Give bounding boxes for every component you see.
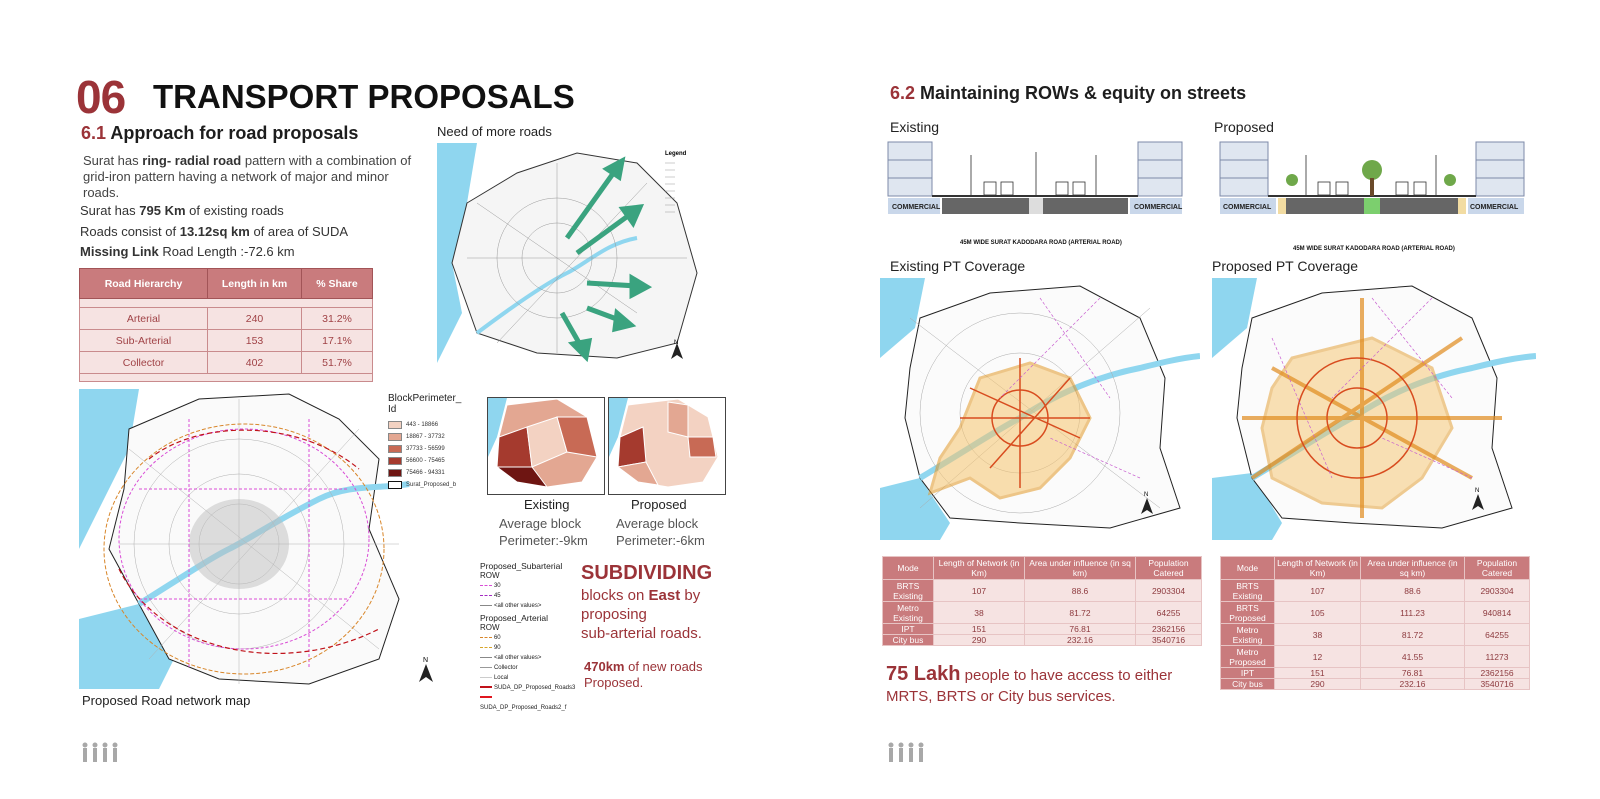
proposed-block-label: Proposed (631, 497, 687, 512)
table-cell: 2362156 (1136, 624, 1202, 635)
table-cell: 153 (208, 330, 302, 352)
table-row (1221, 624, 1530, 646)
table-cell: 76.81 (1025, 624, 1136, 635)
table-header: Mode (883, 557, 934, 580)
table-cell: IPT (1221, 668, 1275, 679)
table-header: Length in km (208, 269, 302, 299)
table-row (1221, 668, 1530, 679)
table-cell: 402 (208, 352, 302, 374)
table-cell: 31.2% (302, 308, 373, 330)
legend-item: 18867 - 37732 (388, 431, 473, 443)
legend-item: 45 (480, 591, 580, 601)
legend-title: Proposed_Subarterial (480, 561, 563, 571)
commercial-label: COMMERCIAL (1134, 204, 1183, 211)
table-row (1221, 602, 1530, 624)
fact-existing-roads: Surat has 795 Km of existing roads (80, 203, 284, 218)
existing-road-caption: 45M WIDE SURAT KADODARA ROAD (ARTERIAL ROAD) (960, 240, 1122, 246)
legend-title: Legend (665, 151, 687, 157)
table-row (80, 308, 373, 330)
legend-swatch (388, 457, 402, 465)
subdividing-heading: SUBDIVIDING (581, 562, 713, 584)
legend-title: BlockPerimeter_ (388, 393, 462, 404)
table-cell: 81.72 (1361, 624, 1465, 646)
legend-swatch (388, 469, 402, 477)
network-map-caption: Proposed Road network map (82, 693, 251, 708)
table-row (1221, 580, 1530, 602)
table-header: % Share (302, 269, 373, 299)
table-cell: 111.23 (1361, 602, 1465, 624)
fact-road-area: Roads consist of 13.12sq km of area of SUDA (80, 224, 349, 239)
legend-title: ROW (480, 571, 500, 580)
north-label: N (674, 340, 679, 346)
commercial-label: COMMERCIAL (1223, 204, 1272, 211)
legend-title: Id (388, 404, 397, 415)
people-group-icon (886, 742, 930, 764)
legend-swatch (388, 445, 402, 453)
table-cell: 151 (1275, 668, 1361, 679)
people-group-icon (80, 742, 124, 764)
table-cell: 88.6 (1025, 580, 1136, 602)
table-spacer (80, 374, 373, 382)
chapter-title: TRANSPORT PROPOSALS (153, 78, 575, 115)
legend-item: <all other values> (480, 601, 580, 611)
table-header: Population Catered (1465, 557, 1530, 580)
table-cell: Metro Proposed (1221, 646, 1275, 668)
table-cell: 41.55 (1361, 646, 1465, 668)
chapter-number: 06 (76, 71, 126, 123)
legend-title: ROW (480, 623, 500, 632)
road-hierarchy-table (79, 268, 373, 382)
existing-pt-coverage-map (880, 278, 1200, 540)
north-label: N (1475, 488, 1480, 494)
table-header: Length of Network (in Km) (934, 557, 1025, 580)
existing-section-label: Existing (890, 119, 940, 135)
table-cell: 76.81 (1361, 668, 1465, 679)
north-arrow-icon (419, 664, 433, 682)
table-cell: Metro Existing (883, 602, 934, 624)
legend-item: 56600 - 75465 (388, 455, 473, 467)
proposed-road-network-map (79, 389, 441, 689)
table-cell: Arterial (80, 308, 208, 330)
section-title-6-2: 6.2 Maintaining ROWs & equity on streets (890, 83, 1247, 103)
north-label: N (423, 657, 429, 664)
legend-swatch (388, 433, 402, 441)
legend-item: SUDA_DP_Proposed_Roads3 (480, 683, 580, 693)
legend-item: Surat_Proposed_b (388, 479, 473, 491)
table-cell: 11273 (1465, 646, 1530, 668)
table-row (883, 602, 1202, 624)
table-row (883, 580, 1202, 602)
table-cell: 51.7% (302, 352, 373, 374)
table-cell: 240 (208, 308, 302, 330)
subdividing-body: blocks on East by proposing sub-arterial roads. (581, 587, 702, 642)
table-row (883, 635, 1202, 646)
table-row (1221, 679, 1530, 690)
table-cell: 38 (934, 602, 1025, 624)
proposed-street-section (1218, 140, 1526, 230)
table-cell: 151 (934, 624, 1025, 635)
proposed-section-label: Proposed (1214, 119, 1274, 135)
section-title-6-1: 6.1 Approach for road proposals (81, 123, 359, 143)
table-cell: City bus (1221, 679, 1275, 690)
legend-swatch (388, 421, 402, 429)
legend-item: 90 (480, 643, 580, 653)
legend-item: <all other values> (480, 653, 580, 663)
table-header: Population Catered (1136, 557, 1202, 580)
existing-block-map (487, 397, 605, 495)
table-header: Road Hierarchy (80, 269, 208, 299)
table-cell: 232.16 (1361, 679, 1465, 690)
table-cell: 232.16 (1025, 635, 1136, 646)
legend-item: 37733 - 56599 (388, 443, 473, 455)
table-cell: 3540716 (1136, 635, 1202, 646)
table-cell: 64255 (1136, 602, 1202, 624)
road-legend (480, 561, 580, 713)
legend-item: 443 - 18866 (388, 419, 473, 431)
proposed-pt-table (1220, 556, 1530, 690)
table-cell: City bus (883, 635, 934, 646)
commercial-label: COMMERCIAL (892, 204, 941, 211)
table-header: Mode (1221, 557, 1275, 580)
proposed-pt-label: Proposed PT Coverage (1212, 258, 1359, 274)
legend-item: 30 (480, 581, 580, 591)
table-cell: 940814 (1465, 602, 1530, 624)
existing-block-label: Existing (524, 497, 570, 512)
table-header-row (1221, 557, 1530, 580)
table-cell: 88.6 (1361, 580, 1465, 602)
existing-block-desc: Average block Perimeter:-9km (499, 516, 588, 548)
table-cell: 2903304 (1136, 580, 1202, 602)
table-cell: 105 (1275, 602, 1361, 624)
table-row (80, 330, 373, 352)
commercial-label: COMMERCIAL (1470, 204, 1519, 211)
table-cell: Metro Existing (1221, 624, 1275, 646)
table-cell: 64255 (1465, 624, 1530, 646)
legend-item: Local (480, 673, 580, 683)
access-summary: 75 Lakh people to have access to either MRTS, BRTS or City bus services. (886, 663, 1173, 705)
proposed-pt-coverage-map (1212, 278, 1536, 540)
table-cell: 81.72 (1025, 602, 1136, 624)
table-cell: 38 (1275, 624, 1361, 646)
table-cell: 12 (1275, 646, 1361, 668)
table-cell: 2362156 (1465, 668, 1530, 679)
proposed-road-caption: 45M WIDE SURAT KADODARA ROAD (ARTERIAL ROAD) (1293, 246, 1455, 252)
legend-item: 60 (480, 633, 580, 643)
new-roads-text: 470km of new roads Proposed. (584, 659, 703, 690)
table-cell: 3540716 (1465, 679, 1530, 690)
block-perimeter-legend (388, 393, 473, 491)
table-cell: BRTS Proposed (1221, 602, 1275, 624)
table-header: Area under influence (in sq km) (1361, 557, 1465, 580)
table-row (1221, 646, 1530, 668)
table-cell: 17.1% (302, 330, 373, 352)
legend-title: Proposed_Arterial (480, 613, 549, 623)
proposed-block-map (608, 397, 726, 495)
north-label: N (1144, 492, 1149, 498)
table-cell: Sub-Arterial (80, 330, 208, 352)
need-roads-caption: Need of more roads (437, 124, 552, 139)
fact-missing-link: Missing Link Road Length :-72.6 km (80, 244, 295, 259)
table-header: Length of Network (in Km) (1275, 557, 1361, 580)
table-row (80, 352, 373, 374)
legend-item: 75466 - 94331 (388, 467, 473, 479)
legend-item: Collector (480, 663, 580, 673)
existing-pt-label: Existing PT Coverage (890, 258, 1026, 274)
table-row (883, 624, 1202, 635)
table-cell: 107 (934, 580, 1025, 602)
table-cell: 107 (1275, 580, 1361, 602)
table-header: Area under influence (in sq km) (1025, 557, 1136, 580)
table-cell: 2903304 (1465, 580, 1530, 602)
table-header-row (883, 557, 1202, 580)
table-cell: IPT (883, 624, 934, 635)
table-cell: 290 (934, 635, 1025, 646)
need-roads-map (437, 143, 727, 368)
table-cell: Collector (80, 352, 208, 374)
table-spacer (80, 299, 373, 308)
proposed-block-desc: Average block Perimeter:-6km (616, 516, 705, 548)
legend-swatch (388, 481, 402, 489)
table-cell: 290 (1275, 679, 1361, 690)
table-header-row (80, 269, 373, 299)
legend-item: SUDA_DP_Proposed_Roads2_f (480, 693, 580, 713)
table-cell: BRTS Existing (1221, 580, 1275, 602)
intro-paragraph: Surat has ring- radial road pattern with a combination of grid-iron pattern having a network of major and minor roads. (83, 153, 412, 200)
table-cell: BRTS Existing (883, 580, 934, 602)
existing-pt-table (882, 556, 1202, 646)
existing-street-section (886, 140, 1184, 228)
